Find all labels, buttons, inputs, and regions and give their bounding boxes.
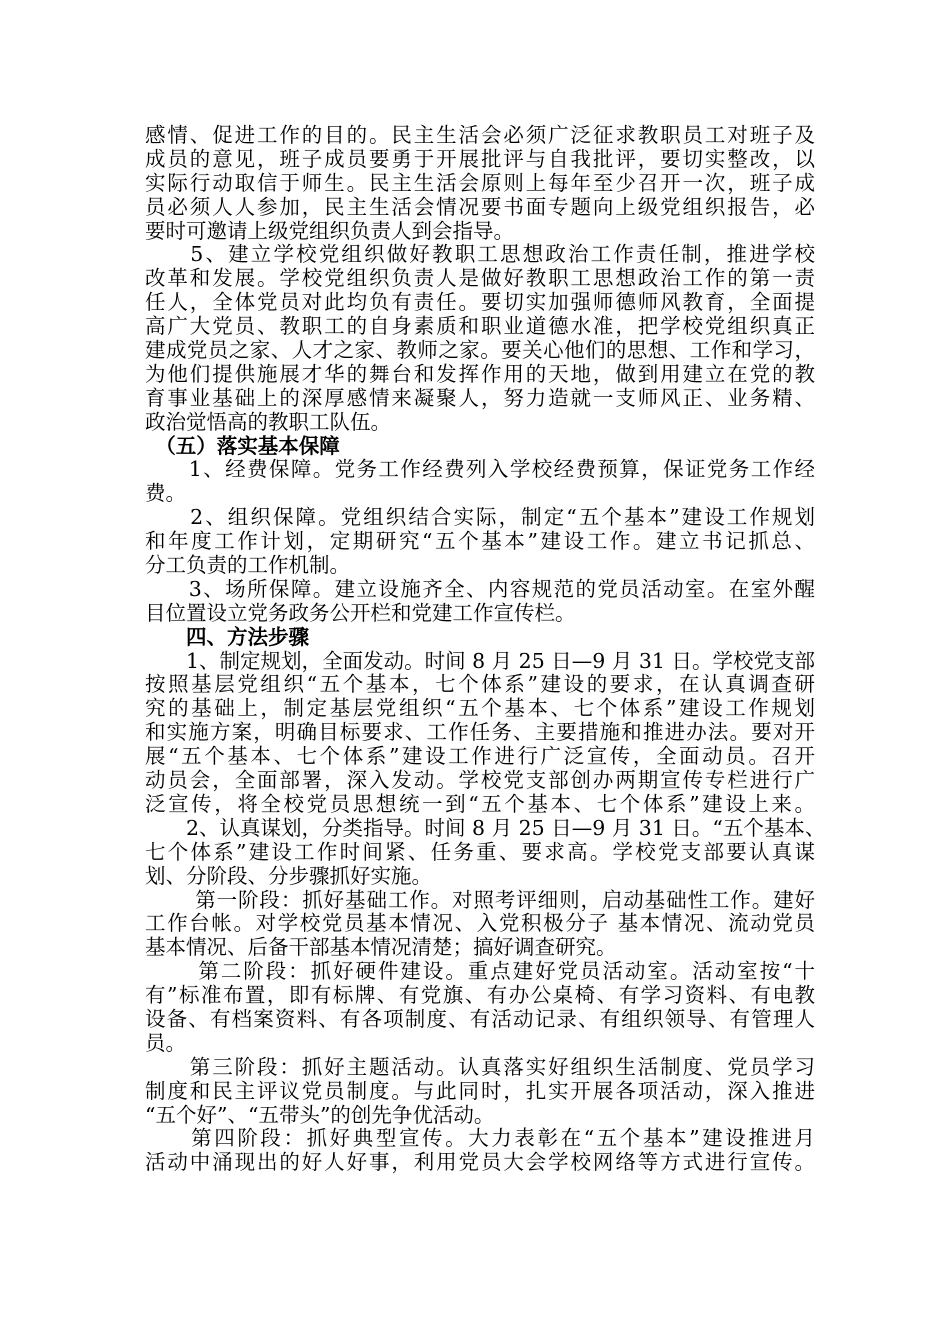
paragraph-line: 1、制定规划，全面发动。时间 8 月 25 日—9 月 31 日。学校党支部 xyxy=(145,648,815,673)
paragraph-line: 基本情况、后备干部基本情况清楚；搞好调查研究。 xyxy=(145,935,617,960)
paragraph-line: 工作台帐。对学校党员基本情况、入党积极分子 基本情况、流动党员 xyxy=(145,911,815,936)
paragraph-line: 按照基层党组织“五个基本，七个体系”建设的要求，在认真调查研 xyxy=(145,672,815,697)
paragraph-line: 设备、有档案资料、有各项制度、有活动记录、有组织领导、有管理人 xyxy=(145,1006,815,1031)
paragraph-line: 成员的意见，班子成员要勇于开展批评与自我批评，要切实整改，以 xyxy=(145,146,815,171)
paragraph-line: 和年度工作计划，定期研究“五个基本”建设工作。建立书记抓总、 xyxy=(145,529,815,554)
paragraph-line: 展“五个基本、七个体系”建设工作进行广泛宣传，全面动员。召开 xyxy=(145,744,815,769)
paragraph-line: 究的基础上，制定基层党组织“五个基本、七个体系”建设工作规划 xyxy=(145,696,815,721)
paragraph-line: 第四阶段：抓好典型宣传。大力表彰在“五个基本”建设推进月 xyxy=(145,1126,815,1151)
paragraph-line: 七个体系”建设工作时间紧、任务重、要求高。学校党支部要认真谋 xyxy=(145,839,815,864)
paragraph-line: 实际行动取信于师生。民主生活会原则上每年至少召开一次，班子成 xyxy=(145,170,815,195)
paragraph-line: 第二阶段：抓好硬件建设。重点建好党员活动室。活动室按“十 xyxy=(145,959,815,984)
paragraph-line: 建成党员之家、人才之家、教师之家。要关心他们的思想、工作和学习， xyxy=(145,338,815,363)
paragraph-line: 2、认真谋划，分类指导。时间 8 月 25 日—9 月 31 日。“五个基本、 xyxy=(145,815,826,840)
paragraph-line: 有”标准布置，即有标牌、有党旗、有办公桌椅、有学习资料、有电教 xyxy=(145,983,815,1008)
paragraph-line: 员。 xyxy=(145,1030,186,1055)
paragraph-line: 要时可邀请上级党组织负责人到会指导。 xyxy=(145,218,514,243)
paragraph-line: 第三阶段：抓好主题活动。认真落实好组织生活制度、党员学习 xyxy=(145,1054,815,1079)
paragraph-line: 育事业基础上的深厚感情来凝聚人，努力造就一支师风正、业务精、 xyxy=(145,385,815,410)
paragraph-line: 3、场所保障。建立设施齐全、内容规范的党员活动室。在室外醒 xyxy=(145,576,815,601)
paragraph-line: 改革和发展。学校党组织负责人是做好教职工思想政治工作的第一责 xyxy=(145,266,815,291)
paragraph-line: 制度和民主评议党员制度。与此同时，扎实开展各项活动，深入推进 xyxy=(145,1078,815,1103)
paragraph-line: 划、分阶段、分步骤抓好实施。 xyxy=(145,863,432,888)
paragraph-line: 政治觉悟高的教职工队伍。 xyxy=(145,409,391,434)
paragraph-line: 2、组织保障。党组织结合实际，制定“五个基本”建设工作规划 xyxy=(145,505,815,530)
paragraph-line: 为他们提供施展才华的舞台和发挥作用的天地，做到用建立在党的教 xyxy=(145,361,815,386)
paragraph-line: 第一阶段：抓好基础工作。对照考评细则，启动基础性工作。建好 xyxy=(145,887,815,912)
paragraph-line: 高广大党员、教职工的自身素质和职业道德水准，把学校党组织真正 xyxy=(145,314,815,339)
paragraph-line: 分工负责的工作机制。 xyxy=(145,553,350,578)
paragraph-line: 5、建立学校党组织做好教职工思想政治工作责任制，推进学校 xyxy=(145,242,815,267)
paragraph-line: 员必须人人参加，民主生活会情况要书面专题向上级党组织报告，必 xyxy=(145,194,815,219)
section-heading: 四、方法步骤 xyxy=(145,624,309,649)
document-body xyxy=(145,123,826,1175)
paragraph-line: 活动中涌现出的好人好事，利用党员大会学校网络等方式进行宣传。 xyxy=(145,1150,815,1175)
paragraph-line: 目位置设立党务政务公开栏和党建工作宣传栏。 xyxy=(145,600,576,625)
section-heading: （五）落实基本保障 xyxy=(145,433,340,458)
paragraph-line: 和实施方案，明确目标要求、工作任务、主要措施和推进办法。要对开 xyxy=(145,720,815,745)
paragraph-line: “五个好”、“五带头”的创先争优活动。 xyxy=(145,1102,495,1127)
paragraph-line: 感情、促进工作的目的。民主生活会必须广泛征求教职员工对班子及 xyxy=(145,123,815,147)
paragraph-line: 泛宣传，将全校党员思想统一到“五个基本、七个体系”建设上来。 xyxy=(145,791,815,816)
paragraph-line: 任人，全体党员对此均负有责任。要切实加强师德师风教育，全面提 xyxy=(145,290,815,315)
paragraph-line: 动员会，全面部署，深入发动。学校党支部创办两期宣传专栏进行广 xyxy=(145,768,815,793)
paragraph-line: 1、经费保障。党务工作经费列入学校经费预算，保证党务工作经 xyxy=(145,457,815,482)
paragraph-line: 费。 xyxy=(145,481,186,506)
